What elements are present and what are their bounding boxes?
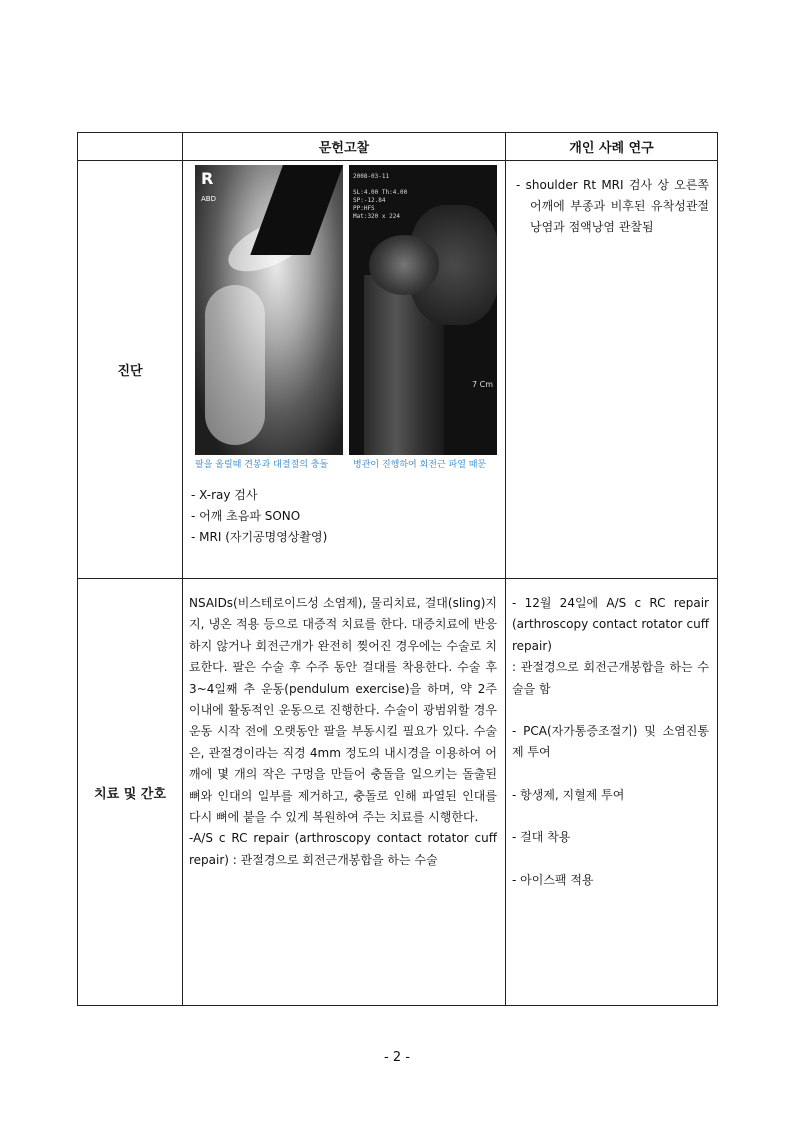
header-empty [78,133,183,161]
xray-caption: 팔을 올릴때 견봉과 대결절의 충돌 [195,460,329,470]
diagnosis-case-text: - shoulder Rt MRI 검사 상 오른쪽 어깨에 부종과 비후된 유착성관절낭염과 점액낭염 관찰됨 [516,178,709,234]
diagnosis-label: 진단 [78,161,183,579]
mri-image [349,165,497,455]
treatment-case-cell [506,579,718,1006]
diagnosis-case-cell [506,161,718,579]
header-literature: 문헌고찰 [183,133,506,161]
xray-side-marker: R [201,169,214,188]
diagnosis-methods-list [183,485,505,548]
list-item: - 12월 24일에 A/S c RC repair (arthroscopy contact rotator cuff repair) : 관절경으로 회전근개봉합을 하는 수술을 함 [512,596,709,696]
treatment-literature-cell [183,579,506,1006]
treatment-literature-text: NSAIDs(비스테로이드성 소염제), 물리치료, 걸대(sling)지지, 냉온 적용 등으로 대증적 치료를 한다. 대증치료에 반응하지 않거나 회전근개가 완전히 찢어진 경우에는 수술로 치료한다. 팔은 수술 후 수주 동안 걸대를 착용한다. 수술 후 3~4일째 추 운동(pendulum exercise)을 하며, 약 2주 이내에 활동적인 운동으로 진행한다. 수술이 광범위할 경우 운동 시작 전에 오랫동안 팔을 부동시킬 필요가 있다. 수술은, 관절경이라는 직경 4mm 정도의 내시경을 이용하여 어깨에 몇 개의 작은 구멍을 만들어 충돌을 일으키는 돌출된 뼈와 인대의 일부를 제거하고, 충돌로 인해 파열된 인대를 다시 뼈에 붙을 수 있게 복원하여 주는 치료를 시행한다. [189,596,497,825]
list-item: - 아이스팩 적용 [512,872,594,887]
xray-image [195,165,343,455]
mri-scale-label: 7 Cm [471,380,493,389]
header-case-study: 개인 사례 연구 [506,133,718,161]
treatment-row [78,579,718,1006]
mri-caption: 병관이 진행하여 회전근 파열 때문 [353,460,487,470]
treatment-label: 치료 및 간호 [78,579,183,1006]
list-item: - 어깨 초음파 SONO [191,509,301,523]
diagnosis-images [193,165,505,475]
report-table [77,132,718,1006]
xray-sub-marker: ABD [201,195,216,203]
header-row [78,133,718,161]
list-item: - 걸대 착용 [512,830,571,845]
diagnosis-row [78,161,718,579]
list-item: - X-ray 검사 [191,488,258,502]
list-item: - PCA(자가통증조절기) 및 소염진통제 투여 [512,724,709,760]
list-item: - 항생제, 지혈제 투여 [512,787,625,802]
treatment-literature-surgery: -A/S c RC repair (arthroscopy contact rotator cuff repair) : 관절경으로 회전근개봉합을 하는 수술 [189,831,497,867]
diagnosis-literature-cell [183,161,506,579]
list-item: - MRI (자기공명영상촬영) [191,530,328,544]
page-number: - 2 - [384,1050,410,1065]
mri-overlay-text: 2008-03-11 SL:4.00 Th:4.00 SP:-12.84 PP:HFS Mat:320 x 224 [353,173,408,220]
